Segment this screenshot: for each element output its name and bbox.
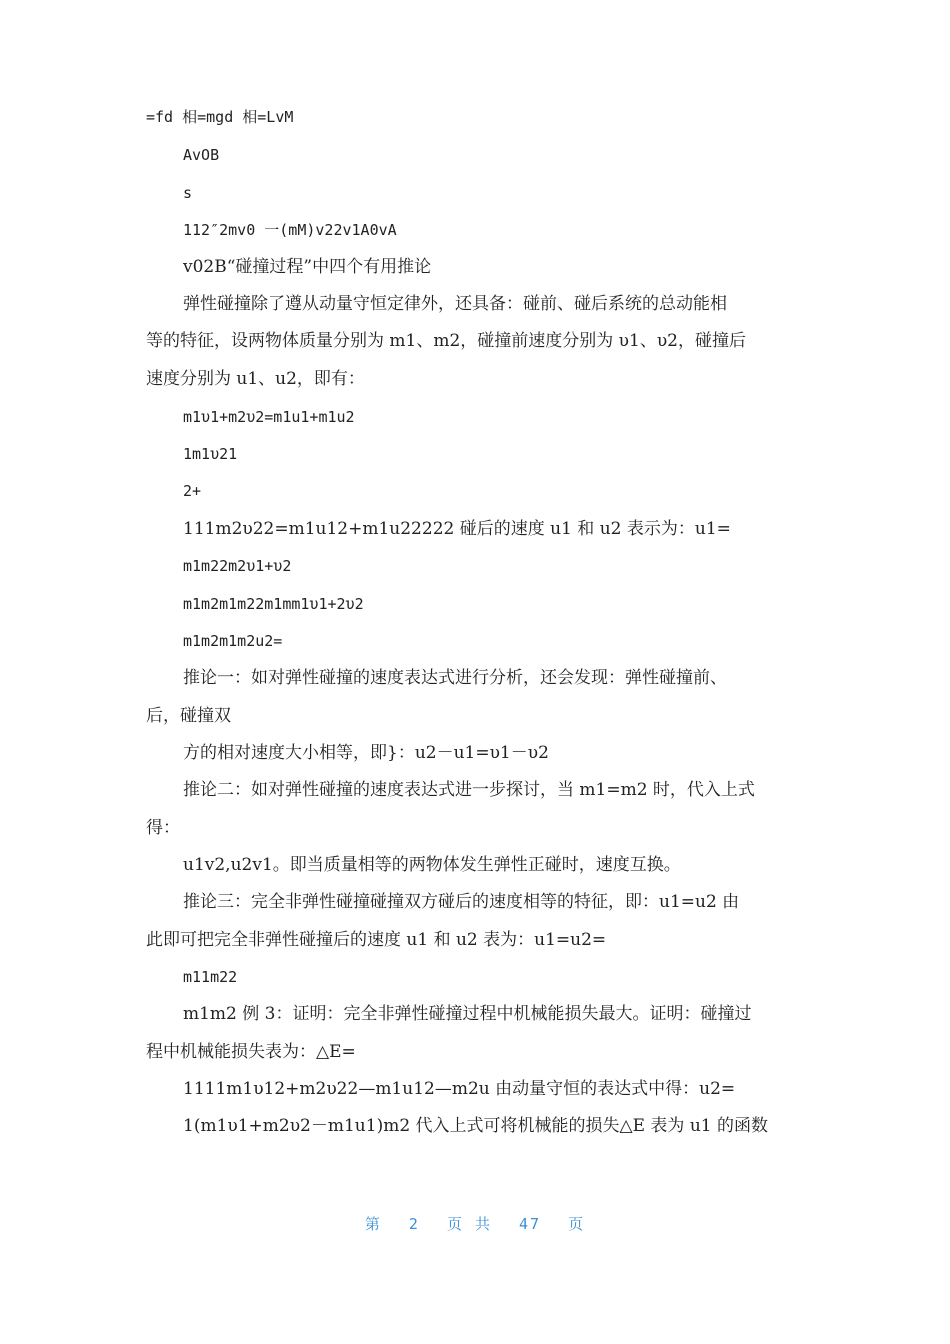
footer-page-number: 2 [408,1215,420,1233]
paragraph-line: 等的特征，设两物体质量分别为 m1、m2，碰撞前速度分别为 υ1、υ2，碰撞后 [146,331,746,351]
page-footer [0,1213,950,1234]
section-heading: v02B“碰撞过程”中四个有用推论 [183,257,432,277]
paragraph-line: 推论二：如对弹性碰撞的速度表达式进一步探讨，当 m1=m2 时，代入上式 [183,780,755,800]
paragraph-line: 得： [146,818,180,838]
footer-prefix: 第 [364,1215,382,1233]
formula-line: 2+ [183,482,202,500]
paragraph-line: u1v2,u2v1。即当质量相等的两物体发生弹性正碰时，速度互换。 [183,855,681,875]
paragraph-line: 速度分别为 u1、u2，即有： [146,369,365,389]
paragraph-line: 推论三：完全非弹性碰撞碰撞双方碰后的速度相等的特征，即：u1=u2 由 [183,892,740,912]
formula-line: m1m2m1m22m1mm1υ1+2υ2 [183,595,364,613]
formula-line: m1m22m2υ1+υ2 [183,557,292,575]
formula-line: 111m2υ22=m1u12+m1u22222 碰后的速度 u1 和 u2 表示为：u1= [183,519,731,539]
text-line: =fd 相=mgd 相=LvM [146,108,294,126]
formula-line: m11m22 [183,968,238,986]
footer-total-pages: 47 [519,1215,542,1233]
paragraph-line: 推论一：如对弹性碰撞的速度表达式进行分析，还会发现：弹性碰撞前、 [183,668,727,688]
paragraph-line: 方的相对速度大小相等，即}：u2－u1=υ1－υ2 [183,743,549,763]
paragraph-line: 此即可把完全非弹性碰撞后的速度 u1 和 u2 表为：u1=u2= [146,930,607,950]
text-line: 112″2mv0 一(mM)v22v1A0vA [183,221,397,239]
formula-line: 1m1υ21 [183,445,238,463]
text-line: AvOB [183,146,220,164]
footer-middle: 页 共 [446,1215,492,1233]
paragraph-line: 后，碰撞双 [146,706,231,726]
footer-suffix: 页 [568,1215,586,1233]
formula-line: m1υ1+m2υ2=m1u1+m1u2 [183,408,355,426]
paragraph-line: 弹性碰撞除了遵从动量守恒定律外，还具备：碰前、碰后系统的总动能相 [183,294,727,314]
paragraph-line: 1(m1υ1+m2υ2－m1u1)m2 代入上式可将机械能的损失△E 表为 u1 的函数 [183,1116,768,1136]
paragraph-line: 程中机械能损失表为：△E= [146,1042,356,1062]
paragraph-line: m1m2 例 3：证明：完全非弹性碰撞过程中机械能损失最大。证明：碰撞过 [183,1004,752,1024]
formula-line: m1m2m1m2u2= [183,632,283,650]
paragraph-line: 1111m1υ12+m2υ22—m1u12—m2u 由动量守恒的表达式中得：u2= [183,1079,736,1099]
text-line: s [183,184,193,202]
